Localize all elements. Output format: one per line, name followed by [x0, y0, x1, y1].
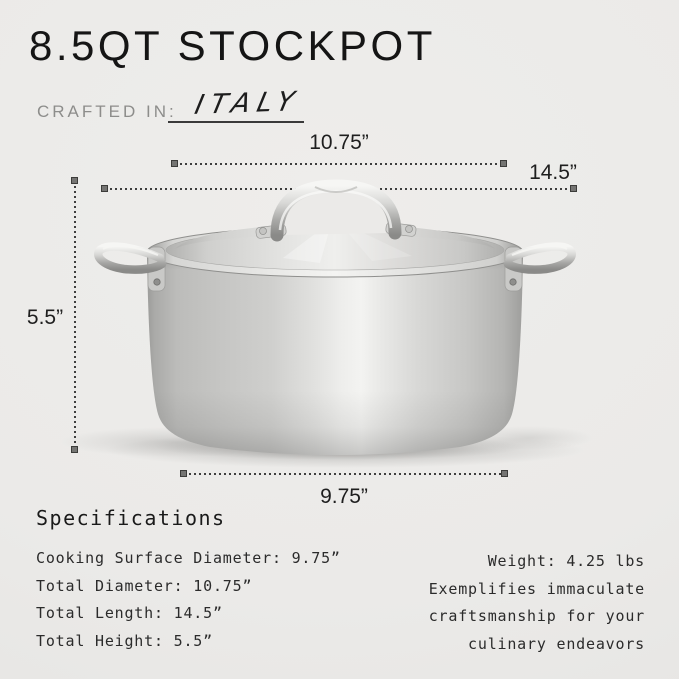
specifications-heading: Specifications: [36, 506, 226, 530]
side-handle-right: [505, 246, 572, 291]
tagline-line-1: Exemplifies immaculate: [428, 579, 645, 598]
tagline-line-2: craftsmanship for your: [428, 607, 645, 625]
spec-item-weight: Weight: 4.25 lbs: [487, 552, 645, 570]
spec-item-total-length: Total Length: 14.5”: [36, 604, 223, 622]
page-title: 8.5QT STOCKPOT: [29, 22, 436, 69]
specifications-list: [36, 545, 341, 655]
spec-item-total-diameter: Total Diameter: 10.75”: [36, 576, 253, 595]
dimension-label-total-length: 14.5”: [529, 161, 577, 184]
spec-item-total-height: Total Height: 5.5”: [36, 631, 213, 650]
specifications-right-column: [429, 548, 645, 658]
crafted-in-label: CRAFTED IN:: [37, 102, 177, 121]
crafted-in-value: ITALY: [192, 86, 304, 121]
dimension-label-total-height: 5.5”: [26, 306, 64, 329]
dimension-label-base-diameter: 9.75”: [320, 485, 368, 508]
dimension-label-lid-diameter: 10.75”: [309, 131, 369, 154]
lid-handle: [256, 186, 417, 239]
tagline-line-3: culinary endeavors: [468, 634, 645, 653]
pot-body: [147, 254, 523, 455]
side-handle-left: [98, 246, 165, 291]
spec-item-cooking-surface-diameter: Cooking Surface Diameter: 9.75”: [36, 549, 341, 567]
